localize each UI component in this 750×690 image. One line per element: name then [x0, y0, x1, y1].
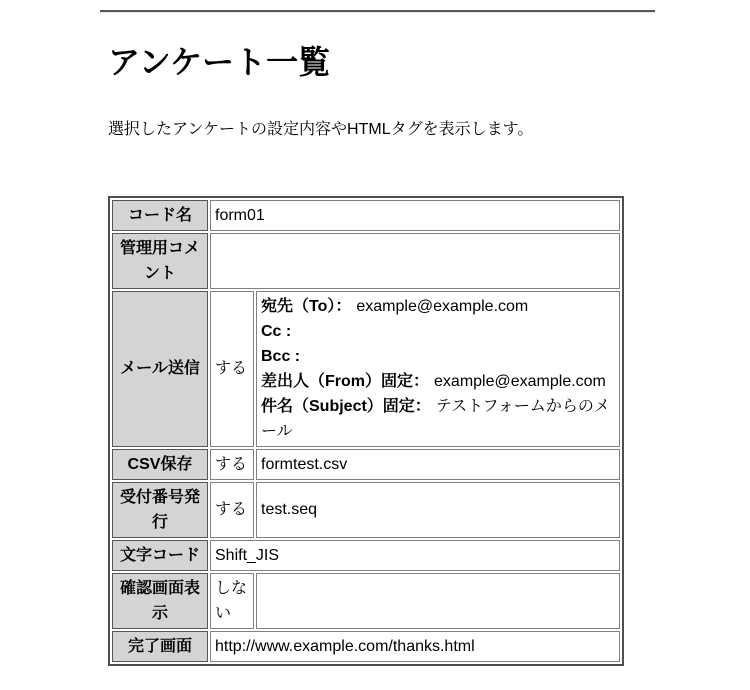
mail-detail-bcc — [261, 344, 615, 369]
table-row-mail-send — [112, 291, 620, 447]
table-row-code-name — [112, 200, 620, 231]
receipt-number-value: test.seq — [256, 482, 620, 538]
complete-screen-value: http://www.example.com/thanks.html — [210, 631, 620, 662]
code-name-value: form01 — [210, 200, 620, 231]
table-row-csv-save — [112, 449, 620, 480]
mail-detail-to — [261, 294, 615, 319]
row-header-receipt-number: 受付番号発行 — [112, 482, 208, 538]
row-header-admin-comment: 管理用コメント — [112, 233, 208, 289]
row-header-csv-save: CSV保存 — [112, 449, 208, 480]
row-header-code-name: コード名 — [112, 200, 208, 231]
row-header-char-code: 文字コード — [112, 540, 208, 571]
row-header-mail-send: メール送信 — [112, 291, 208, 447]
table-row-confirm-screen — [112, 573, 620, 629]
mail-send-flag: する — [210, 291, 254, 447]
char-code-value: Shift_JIS — [210, 540, 620, 571]
table-row-admin-comment — [112, 233, 620, 289]
receipt-number-flag: する — [210, 482, 254, 538]
mail-detail-from — [261, 369, 615, 394]
row-header-complete-screen: 完了画面 — [112, 631, 208, 662]
mail-cc-label: Cc : — [261, 322, 292, 340]
mail-to-label: 宛先（To）： — [261, 297, 352, 315]
settings-table — [108, 196, 624, 666]
page-description: 選択したアンケートの設定内容やHTMLタグを表示します。 — [108, 120, 534, 138]
confirm-screen-flag: しない — [210, 573, 254, 629]
csv-save-flag: する — [210, 449, 254, 480]
table-row-char-code — [112, 540, 620, 571]
mail-subject-value: テストフォームからのメール — [261, 397, 610, 440]
csv-save-value: formtest.csv — [256, 449, 620, 480]
mail-detail-cc — [261, 319, 615, 344]
mail-detail-subject — [261, 394, 615, 444]
mail-send-details — [256, 291, 620, 447]
mail-to-value: example@example.com — [356, 297, 529, 315]
admin-comment-value — [210, 233, 620, 289]
mail-from-label: 差出人（From）固定： — [261, 372, 430, 390]
mail-subject-label: 件名（Subject）固定： — [261, 397, 431, 415]
row-header-confirm-screen: 確認画面表示 — [112, 573, 208, 629]
page-title: アンケート一覧 — [108, 44, 331, 80]
table-row-receipt-number — [112, 482, 620, 538]
mail-from-value: example@example.com — [434, 372, 606, 390]
table-row-complete-screen — [112, 631, 620, 662]
confirm-screen-value — [256, 573, 620, 629]
mail-bcc-label: Bcc : — [261, 347, 301, 365]
main-content — [108, 44, 655, 666]
top-divider — [100, 10, 655, 13]
